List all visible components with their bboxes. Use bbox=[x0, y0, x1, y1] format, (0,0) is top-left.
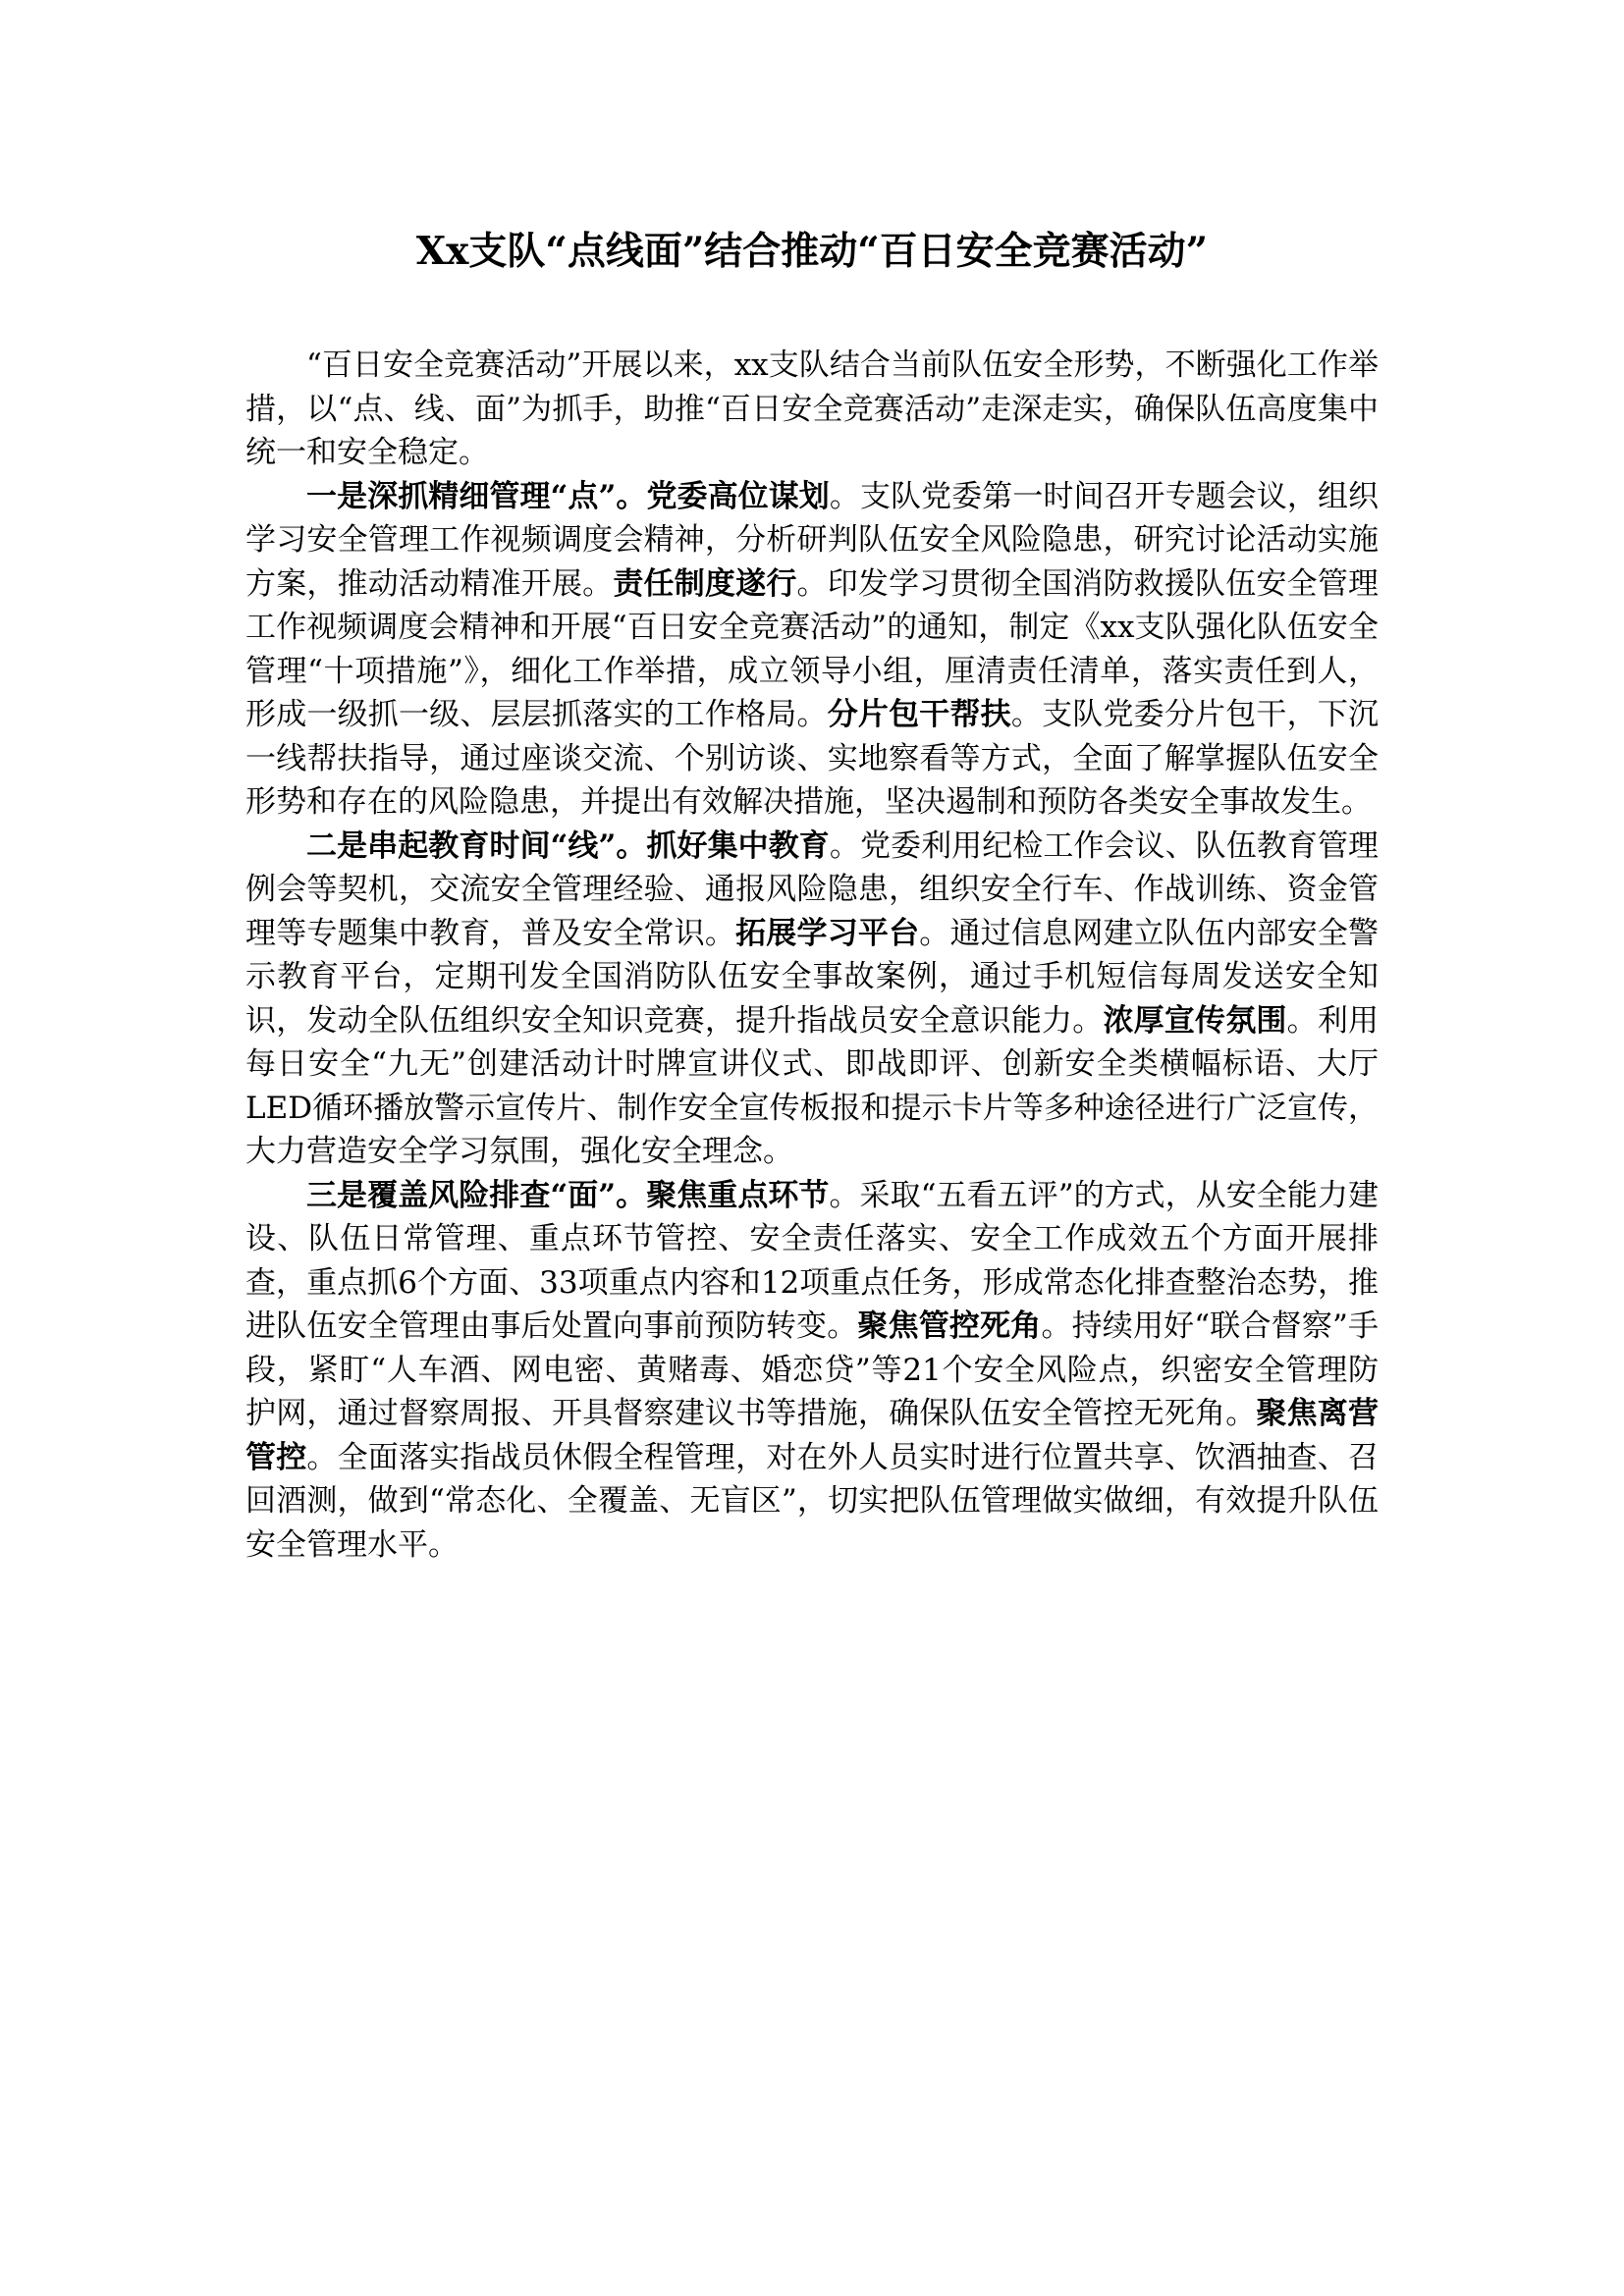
section-3-point-2-text: 。持续用好“联合督察”手段，紧盯“人车酒、网电密、黄赌毒、婚恋贷”等21个安全风险点，织密安全管理防护网，通过督察周报、开具督察建议书等措施，确保队伍安全管控无死角。 bbox=[245, 1308, 1380, 1431]
section-2-point-1-text: 。党委利用纪检工作会议、队伍教育管理例会等契机，交流安全管理经验、通报风险隐患，组织安全行车、作战训练、资金管理等专题集中教育，普及安全常识。 bbox=[245, 828, 1380, 951]
section-2-point-3-title: 浓厚宣传氛围 bbox=[1103, 1002, 1287, 1039]
section-1-point-3-text: 。支队党委分片包干，下沉一线帮扶指导，通过座谈交流、个别访谈、实地察看等方式，全面了解掌握队伍安全形势和存在的风险隐患，并提出有效解决措施，坚决遏制和预防各类安全事故发生。 bbox=[245, 697, 1380, 820]
section-3-point-2-title: 聚焦管控死角 bbox=[857, 1308, 1042, 1344]
section-1-point-3-title: 分片包干帮扶 bbox=[827, 697, 1011, 732]
section-1-heading: 一是深抓精细管理“点”。 bbox=[306, 478, 647, 514]
section-2-paragraph bbox=[245, 825, 1379, 1174]
section-2-point-3-text: 。利用每日安全“九无”创建活动计时牌宣讲仪式、即战即评、创新安全类横幅标语、大厅LED循环播放警示宣传片、制作安全宣传板报和提示卡片等多种途径进行广泛宣传，大力营造安全学习氛围，强化安全理念。 bbox=[245, 1002, 1380, 1169]
intro-paragraph: “百日安全竞赛活动”开展以来，xx支队结合当前队伍安全形势，不断强化工作举措，以“点、线、面”为抓手，助推“百日安全竞赛活动”走深走实，确保队伍高度集中统一和安全稳定。 bbox=[245, 347, 1379, 470]
document-title: Xx支队“点线面”结合推动“百日安全竞赛活动” bbox=[415, 229, 1209, 274]
section-1-point-1-text: 。支队党委第一时间召开专题会议，组织学习安全管理工作视频调度会精神，分析研判队伍安全风险隐患，研究讨论活动实施方案，推动活动精准开展。 bbox=[245, 478, 1380, 602]
section-1-point-2-title: 责任制度遂行 bbox=[613, 565, 797, 602]
section-3-heading: 三是覆盖风险排查“面”。 bbox=[306, 1177, 647, 1213]
section-2-point-2-text: 。通过信息网建立队伍内部安全警示教育平台，定期刊发全国消防队伍安全事故案例，通过手机短信每周发送安全知识，发动全队伍组织安全知识竞赛，提升指战员安全意识能力。 bbox=[245, 915, 1380, 1039]
section-1-point-2-text: 。印发学习贯彻全国消防救援队伍安全管理工作视频调度会精神和开展“百日安全竞赛活动”的通知，制定《xx支队强化队伍安全管理“十项措施”》，细化工作举措，成立领导小组，厘清责任清单，落实责任到人，形成一级抓一级、层层抓落实的工作格局。 bbox=[245, 565, 1380, 732]
section-3-paragraph bbox=[245, 1174, 1379, 1568]
section-2-heading: 二是串起教育时间“线”。 bbox=[306, 828, 647, 864]
section-2-point-1-title: 抓好集中教育 bbox=[646, 828, 830, 864]
section-3-point-3-title: 聚焦离营管控 bbox=[245, 1396, 1380, 1475]
section-1-point-1-title: 党委高位谋划 bbox=[646, 478, 830, 514]
section-2-point-2-title: 拓展学习平台 bbox=[735, 915, 920, 951]
section-3-point-1-title: 聚焦重点环节 bbox=[646, 1177, 830, 1213]
section-3-point-3-text: 。全面落实指战员休假全程管理，对在外人员实时进行位置共享、饮酒抽查、召回酒测，做到“常态化、全覆盖、无盲区”，切实把队伍管理做实做细，有效提升队伍安全管理水平。 bbox=[245, 1439, 1379, 1563]
document-body bbox=[245, 344, 1379, 1567]
section-3-point-1-text: 。采取“五看五评”的方式，从安全能力建设、队伍日常管理、重点环节管控、安全责任落实、安全工作成效五个方面开展排查，重点抓6个方面、33项重点内容和12项重点任务，形成常态化排查整治态势，推进队伍安全管理由事后处置向事前预防转变。 bbox=[245, 1177, 1379, 1344]
section-1-paragraph bbox=[245, 475, 1379, 825]
